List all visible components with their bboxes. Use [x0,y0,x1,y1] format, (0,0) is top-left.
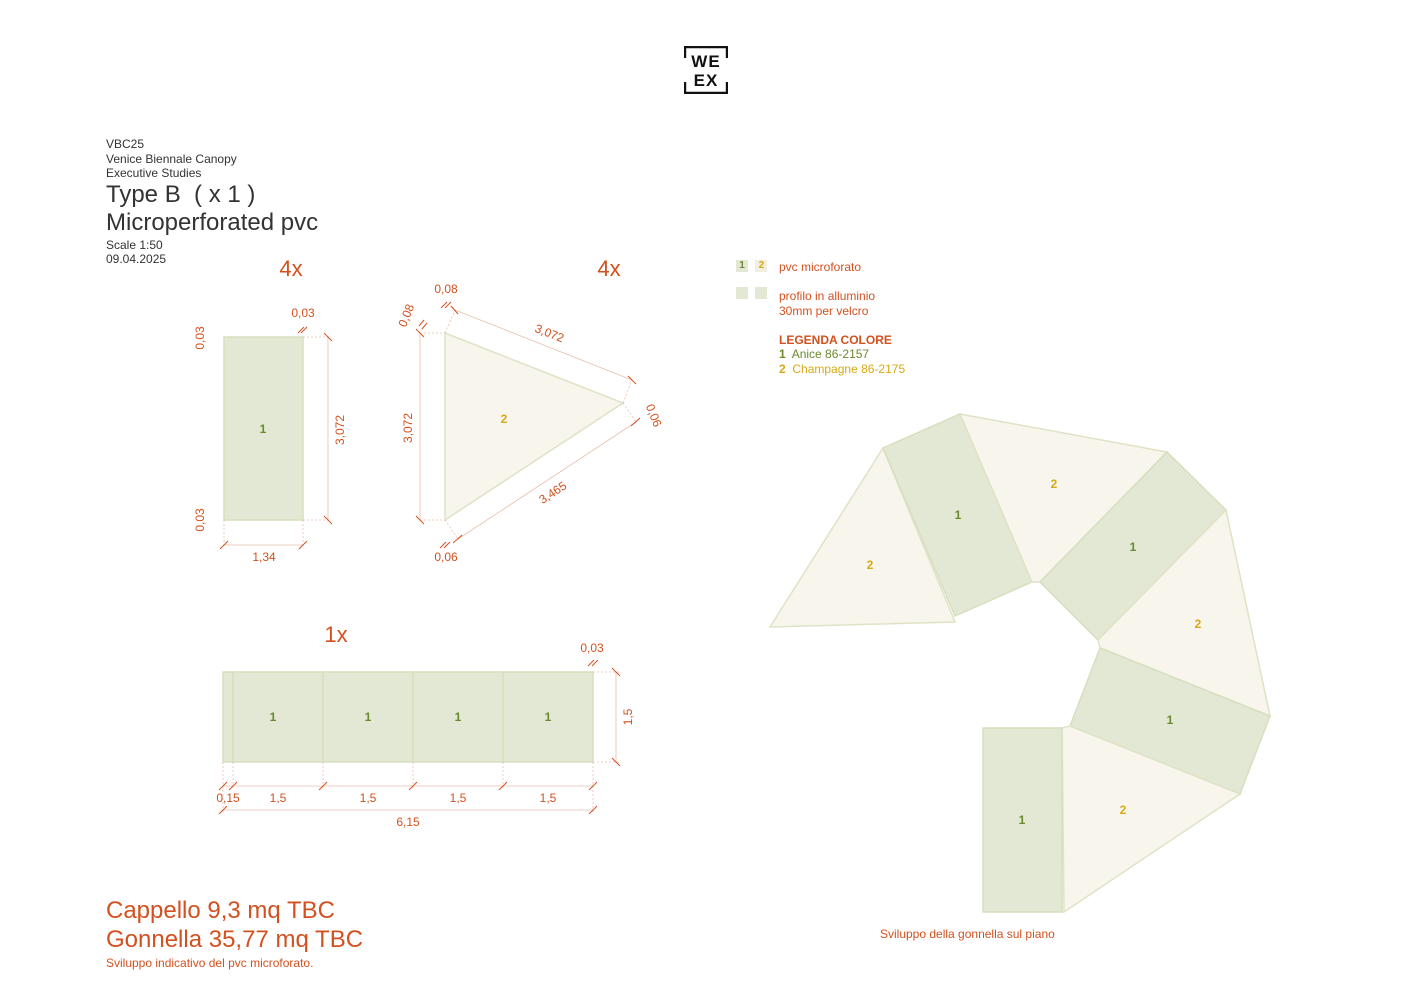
logo-text-ex: EX [693,71,719,90]
strip-cell-number: 1 [269,710,277,724]
strip-multiplier: 1x [324,622,348,647]
legend-color-1-num: 1 [779,347,786,361]
project-name: Venice Biennale Canopy [106,151,237,166]
tri-dim-bottom: 0,06 [434,550,458,564]
dev-piece-number: 1 [1018,813,1026,827]
tri-dim-right-corner: 0,06 [642,402,665,429]
strip-offset-band [223,672,233,762]
rect-dim-height: 3,072 [333,414,347,446]
strip-dim-offset: 0,15 [216,791,240,805]
date-label: 09.04.2025 [106,252,167,266]
strip-dim-segment: 1,5 [269,791,287,805]
legend-pvc-label: pvc microforato [779,260,862,274]
legend-profile-swatch [736,287,748,299]
material-title: Microperforated pvc [106,208,319,236]
tri-dim-upper-edge: 3,072 [532,321,567,346]
skirt-development [770,414,1270,912]
rect-panel-number: 1 [259,422,267,436]
dev-piece-number: 2 [1119,803,1127,817]
legend-color-title: LEGENDA COLORE [779,333,892,347]
strip-dim-segment: 1,5 [449,791,467,805]
legend-profile-label-2: 30mm per velcro [779,304,869,318]
legend-color-1 [779,347,869,361]
rect-dim-corner-bottom: 0,03 [193,508,207,532]
dev-piece-number: 1 [954,508,962,522]
legend-swatch-1: 1 [736,260,748,272]
legend-color-1-name: Anice 86-2157 [791,347,870,361]
totals-note: Sviluppo indicativo del pvc microforato. [106,956,314,970]
legend-color-2-name: Champagne 86-2175 [792,362,906,376]
legend-color-2-num: 2 [779,362,786,376]
legend-profile-swatch [755,287,767,299]
strip-panel-group [216,622,635,829]
tri-multiplier: 4x [597,256,621,281]
strip-cell-number: 1 [364,710,372,724]
dev-piece-number: 2 [866,558,874,572]
strip-dim-total: 6,15 [396,815,420,829]
strip-dim-height: 1,5 [621,708,635,726]
legend-color-2 [779,362,905,376]
rect-multiplier: 4x [279,256,303,281]
project-code: VBC25 [106,137,145,151]
tri-panel-group [395,256,664,564]
strip-dim-top: 0,03 [580,641,604,655]
tri-dim-left-corner: 0,08 [395,302,418,329]
dev-piece-number: 2 [1194,617,1202,631]
scale-label: Scale 1:50 [106,237,163,252]
total-cappello: Cappello 9,3 mq TBC [106,897,336,924]
strip-cell-number: 1 [544,710,552,724]
tri-dim-left: 3,072 [401,412,415,444]
dev-piece-number: 1 [1129,540,1137,554]
rect-dim-width: 1,34 [252,550,276,564]
rect-panel-group [193,256,347,564]
strip-dim-segment: 1,5 [539,791,557,805]
tri-panel-number: 2 [500,412,508,426]
rect-dim-corner-top: 0,03 [193,326,207,350]
development-label: Sviluppo della gonnella sul piano [880,927,1055,941]
total-gonnella: Gonnella 35,77 mq TBC [106,926,364,953]
strip-dim-segment: 1,5 [359,791,377,805]
dev-piece-number: 1 [1166,713,1174,727]
logo-text-we: WE [691,52,721,71]
tri-panel [445,333,623,520]
type-title: Type B ( x 1 ) [106,180,256,208]
rect-dim-top: 0,03 [291,306,315,320]
strip-cell-number: 1 [454,710,462,724]
dev-piece-number: 2 [1050,477,1058,491]
tri-dim-top: 0,08 [434,282,458,296]
tri-dim-lower-edge: 3,465 [536,478,570,507]
strip-cell-1 [233,672,323,762]
totals-block [106,896,363,970]
legend-swatch-2: 2 [755,260,767,272]
project-phase: Executive Studies [106,166,202,180]
legend-profile-label-1: profilo in alluminio [779,289,876,303]
